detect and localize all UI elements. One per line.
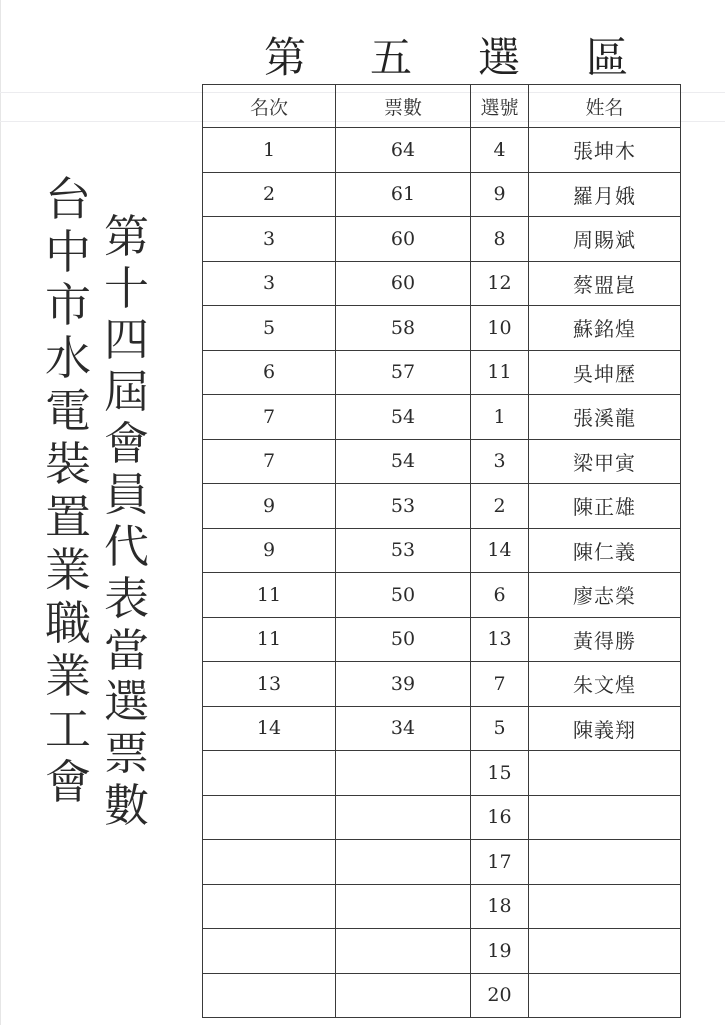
cell-rank: 3 [203, 217, 336, 262]
cell-candidate-number: 15 [471, 751, 529, 796]
heading-char: 第 [264, 33, 307, 82]
header-name: 姓名 [529, 85, 681, 128]
union-name-char: 置 [45, 490, 91, 544]
election-title-vertical [104, 211, 149, 831]
heading-char: 選 [478, 33, 521, 82]
results-body [203, 128, 681, 1018]
cell-votes: 57 [336, 350, 471, 395]
cell-name: 梁甲寅 [529, 439, 681, 484]
cell-votes [336, 751, 471, 796]
union-name-vertical [45, 173, 91, 809]
election-title-char: 四 [104, 313, 150, 367]
union-name-char: 會 [45, 755, 91, 809]
cell-votes: 34 [336, 706, 471, 751]
cell-rank: 11 [203, 617, 336, 662]
cell-name: 蘇銘煌 [529, 306, 681, 351]
union-name-char: 中 [45, 225, 91, 279]
election-title-char: 會 [104, 416, 150, 470]
table-row [203, 217, 681, 262]
table-row [203, 484, 681, 529]
cell-candidate-number: 1 [471, 395, 529, 440]
cell-votes: 50 [336, 573, 471, 618]
cell-rank: 3 [203, 261, 336, 306]
cell-name [529, 840, 681, 885]
results-table [202, 84, 681, 1018]
cell-candidate-number: 8 [471, 217, 529, 262]
cell-candidate-number: 19 [471, 929, 529, 974]
union-name-char: 業 [45, 649, 91, 703]
cell-rank [203, 884, 336, 929]
cell-candidate-number: 13 [471, 617, 529, 662]
cell-rank: 7 [203, 395, 336, 440]
table-row [203, 973, 681, 1018]
cell-name: 廖志榮 [529, 573, 681, 618]
cell-votes: 60 [336, 217, 471, 262]
union-name-char: 職 [45, 596, 91, 650]
cell-name [529, 884, 681, 929]
cell-name: 張溪龍 [529, 395, 681, 440]
cell-candidate-number: 3 [471, 439, 529, 484]
cell-rank: 5 [203, 306, 336, 351]
cell-votes: 39 [336, 662, 471, 707]
union-name-char: 市 [45, 278, 91, 332]
election-title-char: 屆 [104, 365, 150, 419]
table-header-row [203, 85, 681, 128]
cell-name [529, 973, 681, 1018]
cell-votes: 61 [336, 172, 471, 217]
cell-rank [203, 795, 336, 840]
union-name-char: 水 [45, 331, 91, 385]
table-row [203, 662, 681, 707]
cell-votes: 58 [336, 306, 471, 351]
cell-name: 羅月娥 [529, 172, 681, 217]
cell-rank [203, 751, 336, 796]
cell-rank [203, 973, 336, 1018]
table-row [203, 306, 681, 351]
cell-candidate-number: 18 [471, 884, 529, 929]
cell-votes [336, 840, 471, 885]
cell-name: 朱文煌 [529, 662, 681, 707]
table-row [203, 172, 681, 217]
table-row [203, 751, 681, 796]
cell-name [529, 795, 681, 840]
cell-name: 吳坤歷 [529, 350, 681, 395]
cell-candidate-number: 2 [471, 484, 529, 529]
cell-votes: 60 [336, 261, 471, 306]
cell-rank: 1 [203, 128, 336, 173]
election-title-char: 數 [104, 778, 150, 832]
cell-votes [336, 795, 471, 840]
union-name-char: 工 [45, 702, 91, 756]
cell-candidate-number: 9 [471, 172, 529, 217]
cell-candidate-number: 10 [471, 306, 529, 351]
cell-rank: 9 [203, 484, 336, 529]
election-title-char: 第 [104, 210, 150, 263]
heading-char: 區 [586, 33, 629, 82]
union-name-char: 電 [45, 384, 91, 438]
cell-candidate-number: 14 [471, 528, 529, 573]
header-candidate-number: 選號 [471, 85, 529, 128]
cell-votes: 50 [336, 617, 471, 662]
election-title-char: 票 [104, 726, 150, 780]
election-title-char: 十 [104, 261, 150, 315]
table-row [203, 706, 681, 751]
cell-votes [336, 884, 471, 929]
cell-rank: 6 [203, 350, 336, 395]
election-title-char: 當 [104, 623, 150, 677]
cell-rank: 2 [203, 172, 336, 217]
table-row [203, 617, 681, 662]
cell-rank: 13 [203, 662, 336, 707]
heading-char: 五 [370, 33, 413, 82]
cell-name: 黃得勝 [529, 617, 681, 662]
cell-candidate-number: 12 [471, 261, 529, 306]
cell-candidate-number: 20 [471, 973, 529, 1018]
table-row [203, 128, 681, 173]
cell-candidate-number: 6 [471, 573, 529, 618]
table-row [203, 261, 681, 306]
cell-candidate-number: 7 [471, 662, 529, 707]
cell-name: 陳仁義 [529, 528, 681, 573]
cell-name: 蔡盟崑 [529, 261, 681, 306]
page-edge-line [0, 0, 1, 1025]
table-row [203, 573, 681, 618]
cell-votes [336, 929, 471, 974]
cell-name: 陳正雄 [529, 484, 681, 529]
cell-votes: 53 [336, 528, 471, 573]
union-name-char: 裝 [45, 437, 91, 491]
table-row [203, 439, 681, 484]
cell-rank [203, 840, 336, 885]
district-heading [232, 30, 652, 86]
cell-votes: 64 [336, 128, 471, 173]
election-title-char: 員 [104, 468, 150, 522]
cell-name: 張坤木 [529, 128, 681, 173]
election-title-char: 表 [104, 571, 150, 625]
cell-name: 陳義翔 [529, 706, 681, 751]
cell-candidate-number: 11 [471, 350, 529, 395]
cell-candidate-number: 17 [471, 840, 529, 885]
union-name-char: 台 [45, 172, 91, 226]
election-title-char: 選 [104, 675, 150, 729]
cell-name: 周賜斌 [529, 217, 681, 262]
cell-votes: 54 [336, 395, 471, 440]
union-name-char: 業 [45, 543, 91, 597]
cell-candidate-number: 16 [471, 795, 529, 840]
cell-votes: 53 [336, 484, 471, 529]
cell-rank: 9 [203, 528, 336, 573]
cell-votes [336, 973, 471, 1018]
header-votes: 票數 [336, 85, 471, 128]
cell-name [529, 751, 681, 796]
cell-rank: 11 [203, 573, 336, 618]
cell-name [529, 929, 681, 974]
cell-candidate-number: 5 [471, 706, 529, 751]
cell-rank [203, 929, 336, 974]
table-row [203, 350, 681, 395]
cell-votes: 54 [336, 439, 471, 484]
election-title-char: 代 [104, 520, 150, 574]
cell-rank: 14 [203, 706, 336, 751]
table-row [203, 528, 681, 573]
header-rank: 名次 [203, 85, 336, 128]
cell-rank: 7 [203, 439, 336, 484]
table-row [203, 395, 681, 440]
table-row [203, 795, 681, 840]
table-row [203, 929, 681, 974]
cell-candidate-number: 4 [471, 128, 529, 173]
table-row [203, 884, 681, 929]
table-row [203, 840, 681, 885]
